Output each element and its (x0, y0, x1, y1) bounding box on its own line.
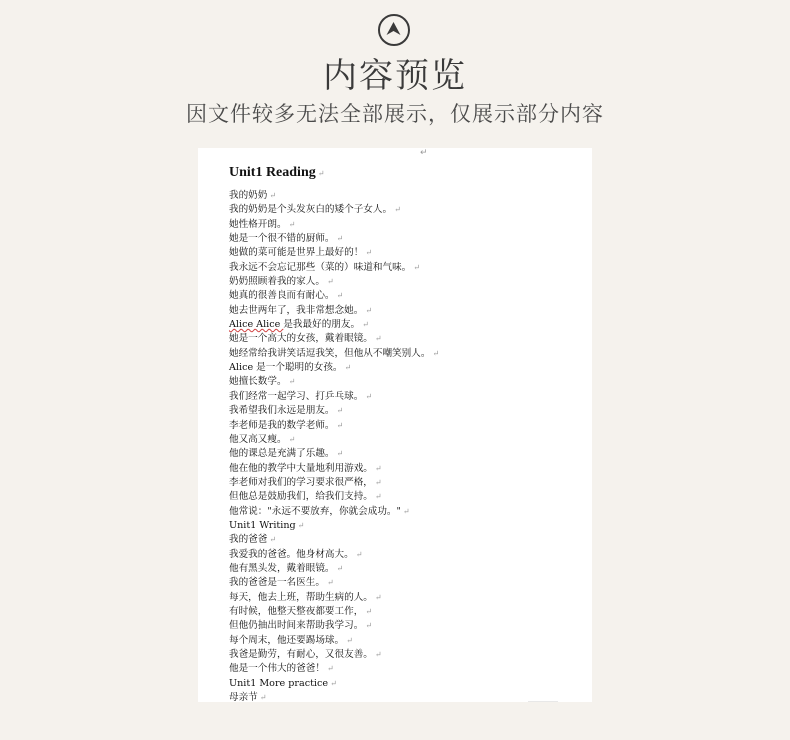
document-line: Unit1 Writing ↵ (229, 519, 305, 531)
paragraph-mark: ↵ (413, 262, 420, 272)
document-line: 每天，他去上班，帮助生病的人。 ↵ (229, 591, 382, 603)
paragraph-mark: ↵ (297, 520, 305, 530)
paragraph-mark: ↵ (374, 492, 382, 502)
arrow-up-circle-icon (378, 14, 410, 46)
paragraph-mark: ↵ (362, 320, 369, 330)
document-line: 她真的很善良而有耐心。 ↵ (229, 290, 344, 302)
paragraph-mark: ↵ (374, 592, 382, 602)
document-line: Unit1 More practice ↵ (229, 677, 337, 689)
paragraph-mark: ↵ (269, 191, 277, 200)
page-edge (528, 701, 558, 702)
paragraph-mark: ↵ (365, 248, 373, 258)
page-subtitle: 因文件较多无法全部展示，仅展示部分内容 (186, 102, 604, 126)
paragraph-mark: ↵ (374, 650, 382, 659)
document-line: 但他仍抽出时间来帮助我学习。 ↵ (229, 620, 373, 632)
document-line: 他是一个伟大的爸爸！ ↵ (229, 663, 334, 675)
document-line: 他常说："永远不要放弃，你就会成功。" ↵ (229, 505, 410, 517)
paragraph-mark: ↵ (355, 549, 363, 559)
paragraph-mark: ↵ (288, 434, 296, 444)
document-line: 她擅长数学。 ↵ (229, 376, 296, 388)
paragraph-mark: ↵ (330, 678, 337, 688)
document-line: 我爱我的爸爸。他身材高大。 ↵ (229, 548, 363, 560)
preview-header (0, 0, 790, 140)
paragraph-mark: ↵ (336, 449, 344, 459)
document-line: 他有黑头发，戴着眼镜。 ↵ (229, 562, 344, 574)
paragraph-mark: ↵ (374, 477, 382, 487)
document-title: Unit1 Reading ↵ (229, 165, 325, 180)
document-body (229, 189, 579, 702)
paragraph-mark: ↵ (326, 664, 334, 674)
paragraph-mark: ↵ (326, 578, 334, 588)
paragraph-mark: ↵ (365, 305, 373, 315)
paragraph-mark: ↵ (288, 219, 296, 229)
document-line: 奶奶照顾着我的家人。 ↵ (229, 276, 334, 288)
document-line: 我希望我们永远是朋友。 ↵ (229, 405, 344, 417)
paragraph-mark: ↵ (394, 205, 401, 215)
paragraph-mark: ↵ (336, 291, 344, 301)
document-line: 我的奶奶 ↵ (229, 190, 277, 201)
paragraph-mark: ↵ (336, 406, 344, 416)
paragraph-mark: ↵ (432, 348, 440, 358)
paragraph-mark: ↵ (346, 635, 353, 645)
paragraph-mark: ↵ (326, 277, 334, 287)
paragraph-mark: ↵ (336, 420, 344, 430)
paragraph-mark: ↵ (259, 693, 267, 702)
paragraph-mark: ↵ (336, 563, 344, 573)
document-line: 母亲节 ↵ (229, 692, 267, 702)
document-line: 我永远不会忘记那些（菜的）味道和气味。 ↵ (229, 261, 420, 273)
document-line: Alice Alice 是我最好的朋友。 ↵ (229, 319, 369, 331)
document-line: 她是一个很不错的厨师。 ↵ (229, 233, 344, 245)
document-line: 有时候，他整天整夜都要工作， ↵ (229, 605, 373, 617)
paragraph-mark: ↵ (420, 148, 428, 158)
paragraph-mark: ↵ (336, 234, 344, 244)
paragraph-mark: ↵ (365, 391, 373, 401)
document-line: 我爸是勤劳，有耐心，又很友善。 ↵ (229, 649, 382, 660)
paragraph-mark: ↵ (365, 621, 373, 631)
page-title: 内容预览 (323, 56, 467, 96)
paragraph-mark: ↵ (402, 506, 410, 516)
document-line: 我们经常一起学习、打乒乓球。 ↵ (229, 390, 373, 402)
paragraph-mark: ↵ (365, 606, 373, 616)
paragraph-mark: ↵ (269, 535, 277, 545)
document-line: 李老师是我的数学老师。 ↵ (229, 419, 344, 431)
document-line: 她经常给我讲笑话逗我笑，但他从不嘲笑别人。 ↵ (229, 347, 440, 359)
document-line: 他在他的教学中大量地利用游戏。 ↵ (229, 462, 382, 474)
document-line: 她去世两年了，我非常想念她。 ↵ (229, 304, 373, 316)
document-line: 他的课总是充满了乐趣。 ↵ (229, 448, 344, 460)
document-line: 每个周末，他还要踢场球。 ↵ (229, 634, 353, 646)
document-line: 她性格开朗。 ↵ (229, 218, 296, 230)
document-line: 我的爸爸 ↵ (229, 534, 277, 546)
paragraph-mark: ↵ (374, 334, 382, 344)
document-line: 但他总是鼓励我们，给我们支持。 ↵ (229, 491, 382, 503)
spellcheck-underline: Alice Alice (229, 319, 284, 331)
paragraph-mark: ↵ (344, 363, 352, 373)
paragraph-mark: ↵ (374, 463, 382, 473)
paragraph-mark: ↵ (288, 377, 296, 387)
document-line: 我的爸爸是一名医生。 ↵ (229, 577, 334, 589)
document-line: Alice 是一个聪明的女孩。 ↵ (229, 362, 352, 374)
document-line: 我的奶奶是个头发灰白的矮个子女人。 ↵ (229, 204, 401, 216)
document-line: 李老师对我们的学习要求很严格， ↵ (229, 476, 382, 488)
document-line: 他又高又瘦。 ↵ (229, 433, 296, 445)
document-preview (198, 148, 592, 702)
document-line: 她做的菜可能是世界上最好的！ ↵ (229, 247, 373, 259)
document-line: 她是一个高大的女孩，戴着眼镜。 ↵ (229, 333, 382, 345)
